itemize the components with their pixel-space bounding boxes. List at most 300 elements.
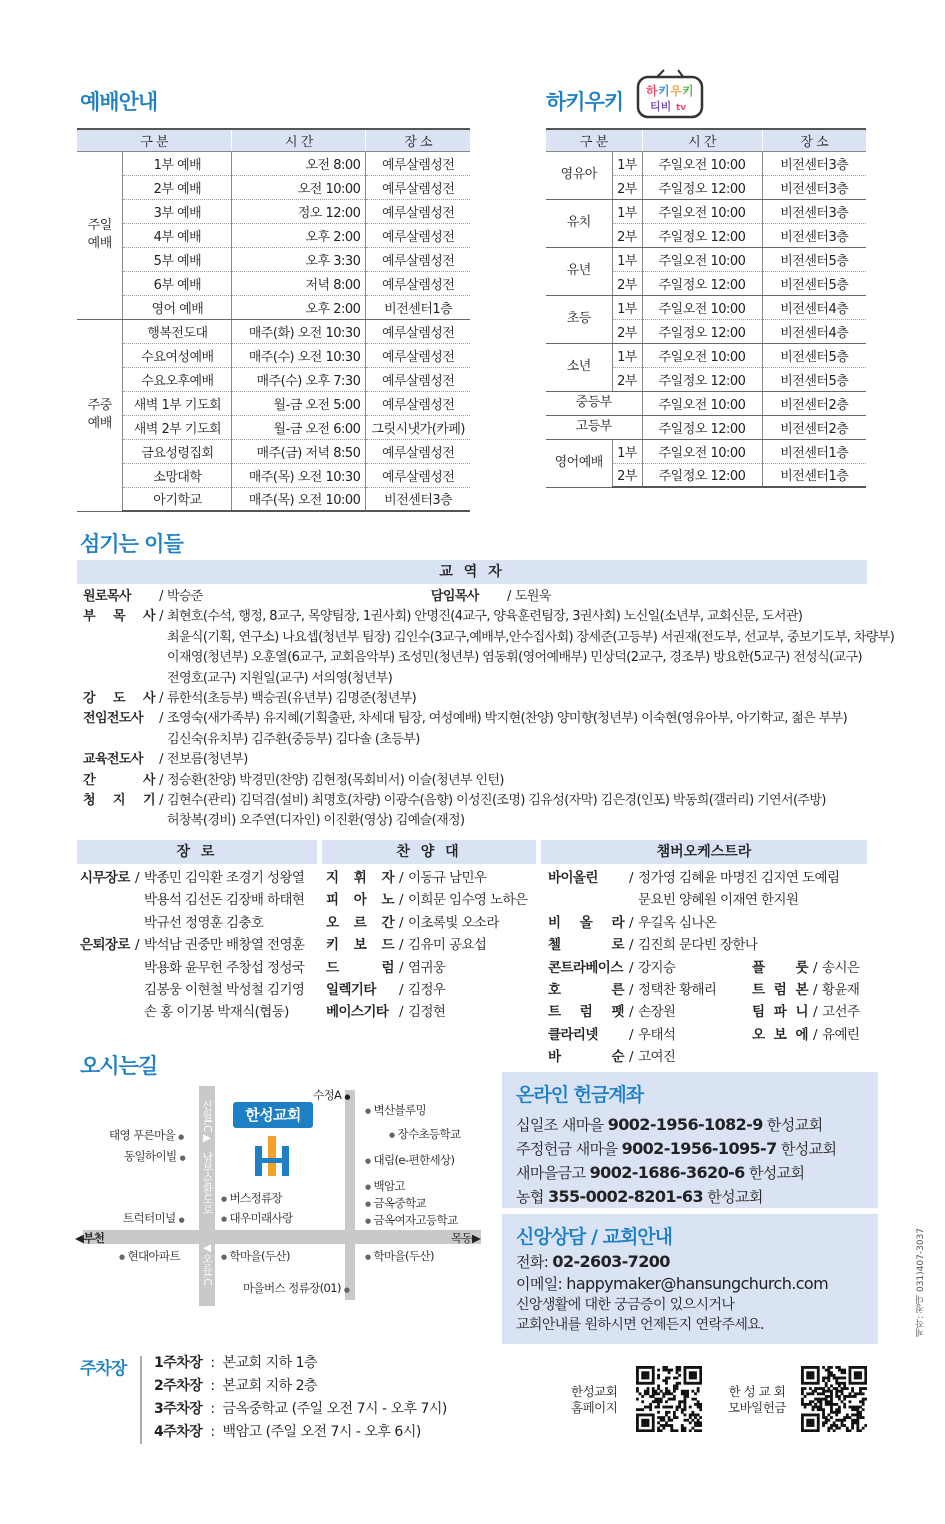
member-role: 오 르 간	[326, 914, 394, 931]
table-row	[77, 391, 470, 415]
part-label: 2부	[612, 319, 642, 343]
phone-number[interactable]: 02-2603-7200	[552, 1252, 670, 1271]
account-holder: 한성교회	[707, 1188, 763, 1206]
clergy-header: 교 역 자	[77, 560, 867, 584]
account-number[interactable]: 9002-1956-1082-9	[607, 1115, 763, 1134]
table-row	[546, 391, 866, 415]
service-time: 매주(목) 오전 10:30	[232, 463, 366, 487]
service-time: 저녁 8:00	[232, 271, 366, 295]
class-time: 주일오전 10:00	[642, 151, 762, 175]
member-row	[80, 957, 320, 979]
member-row	[80, 979, 320, 1001]
member-names: 박종민 김익환 조경기 성왕열	[144, 870, 305, 886]
member-role: 피 아 노	[326, 892, 394, 909]
group-label: 영유아	[546, 151, 612, 199]
slash: /	[629, 1026, 633, 1043]
class-place: 비전센터3층	[762, 199, 866, 223]
member-names: 박용석 김선돈 김장배 하태현	[144, 892, 305, 909]
table-row	[546, 415, 866, 439]
colon: :	[210, 1355, 215, 1371]
service-place: 예루살렘성전	[366, 391, 470, 415]
group-label: 초등	[546, 295, 612, 343]
elders-list	[80, 867, 320, 1024]
group-label: 유치	[546, 199, 612, 247]
hakiwooki-table	[546, 128, 866, 488]
account-row	[516, 1185, 864, 1209]
class-place: 비전센터3층	[762, 175, 866, 199]
map-label-dongil: 동일하이빌 ●	[124, 1149, 186, 1163]
part-label: 1부	[612, 439, 642, 463]
part-label: 1부	[612, 343, 642, 367]
colon: :	[210, 1424, 215, 1440]
table-row	[77, 175, 470, 199]
table-row	[77, 223, 470, 247]
choir-list	[326, 867, 536, 1024]
account-number[interactable]: 9002-1956-1095-7	[621, 1139, 777, 1158]
member-names: 강지승	[638, 959, 676, 976]
map-label-baekam: ● 백암고	[365, 1178, 405, 1194]
service-place: 예루살렘성전	[366, 247, 470, 271]
staff-row	[83, 730, 883, 750]
hakiwooki-header-place: 장 소	[762, 129, 866, 151]
member-names: 박규선 정영훈 김충호	[144, 914, 264, 931]
phone-label: 전화:	[516, 1253, 549, 1271]
member-row	[548, 979, 868, 1001]
member-role: 오 보 에	[752, 1026, 808, 1043]
homepage-qr-code[interactable]	[636, 1366, 702, 1432]
parking-row	[154, 1398, 447, 1421]
part-label: 1부	[612, 151, 642, 175]
colon: :	[210, 1401, 215, 1417]
member-names: 손장원	[638, 1004, 676, 1021]
map-label-hyundai: ● 현대아파트	[119, 1248, 180, 1264]
table-row	[546, 295, 866, 319]
class-place: 비전센터2층	[762, 415, 866, 439]
member-names: 황윤재	[822, 982, 860, 999]
slash: /	[135, 937, 139, 954]
account-type: 십일조	[516, 1116, 558, 1134]
group-label: 영어예배	[546, 439, 612, 487]
table-row	[77, 199, 470, 223]
staff-names: 전보름(청년부)	[167, 752, 248, 768]
group-label: 주일 예배	[77, 151, 123, 319]
service-name: 금요성령집회	[123, 439, 232, 463]
service-name: 새벽 1부 기도회	[123, 391, 232, 415]
member-names: 김진희 문다빈 장한나	[638, 937, 758, 954]
service-name: 행복전도대	[123, 319, 232, 343]
part-label: 2부	[612, 271, 642, 295]
service-place: 예루살렘성전	[366, 367, 470, 391]
staff-names: 최현호(수석, 행정, 8교구, 목양팀장, 1권사회) 안명진(4교구, 양육훈련팀장, 3권사회) 노신일(소년부, 교회신문, 도서관)	[167, 609, 803, 625]
table-row	[546, 151, 866, 175]
class-time: 주일오전 10:00	[642, 391, 762, 415]
member-names: 이초록빛 오소라	[408, 914, 499, 931]
email-label: 이메일:	[516, 1275, 563, 1293]
member-names: 박용화 윤무헌 주창섭 정성국	[144, 959, 305, 976]
service-time: 월-금 오전 5:00	[232, 391, 366, 415]
part-label: 2부	[612, 223, 642, 247]
member-names: 이동규 남민우	[408, 870, 487, 886]
member-names: 손 홍 이기봉 박재식(협동)	[144, 1004, 289, 1021]
group-label: 주중 예배	[77, 319, 123, 511]
staff-row	[83, 628, 895, 648]
class-time: 주일정오 12:00	[642, 223, 762, 247]
svg-text:우: 우	[670, 84, 682, 98]
class-time: 주일정오 12:00	[642, 175, 762, 199]
map-label-bus-stop: ● 버스정류장	[221, 1190, 282, 1206]
member-role: 시무장로	[80, 870, 130, 886]
slash: /	[813, 959, 817, 976]
service-time: 매주(목) 오전 10:00	[232, 487, 366, 511]
part-label: 2부	[612, 463, 642, 487]
map-label-geumok-middle: ● 금옥중학교	[365, 1195, 426, 1211]
staff-row	[83, 811, 883, 831]
slash: /	[159, 609, 163, 625]
member-role: 플 룻	[752, 959, 808, 976]
table-row	[77, 439, 470, 463]
slash: /	[506, 589, 511, 604]
member-role: 드 럼	[326, 959, 394, 976]
member-role: 바 순	[548, 1049, 624, 1066]
slash: /	[399, 1004, 403, 1021]
slash: /	[629, 959, 633, 976]
sinwol-ic-label: 신월I.C▶	[201, 1100, 213, 1144]
member-row	[80, 867, 320, 889]
hakiwooki-header-time: 시 간	[642, 129, 762, 151]
part-label: 2부	[612, 175, 642, 199]
map-label-byeoksan: ● 벽산블루밍	[365, 1102, 426, 1118]
member-role: 베이스기타	[326, 1004, 389, 1021]
service-name: 6부 예배	[123, 271, 232, 295]
class-time: 주일정오 12:00	[642, 367, 762, 391]
table-row	[77, 415, 470, 439]
service-time: 오전 8:00	[232, 151, 366, 175]
staff-role: 원로목사	[83, 589, 131, 604]
slash: /	[159, 772, 163, 788]
member-names: 정가영 김혜윤 마명진 김지연 도예림	[638, 870, 840, 886]
staff-role: 청 지 기	[83, 793, 155, 809]
member-row	[548, 1046, 868, 1068]
map-label-mokdong: 목동▶	[451, 1231, 481, 1245]
service-name: 새벽 2부 기도회	[123, 415, 232, 439]
staff-names: 최윤식(기획, 연구소) 나요셉(청년부 팀장) 김인수(3교구,예배부,안수집사회) 장세준(고등부) 서권재(전도부, 선교부, 중보기도부, 차량부)	[167, 629, 895, 645]
service-time: 오후 3:30	[232, 247, 366, 271]
staff-row	[83, 648, 883, 668]
member-row	[548, 867, 868, 889]
member-names: 정택찬 황해리	[638, 982, 717, 999]
staff-names: 조영숙(새가족부) 유지혜(기획출판, 차세대 팀장, 여성예배) 박지현(찬양) 양미향(청년부) 이숙현(영유아부, 아기학교, 젊은 부부)	[167, 711, 848, 727]
staff-role: 부 목 사	[83, 609, 155, 625]
member-role: 바이올린	[548, 870, 598, 886]
service-place: 예루살렘성전	[366, 463, 470, 487]
slash: /	[159, 691, 163, 707]
service-name: 1부 예배	[123, 151, 232, 175]
class-time: 주일정오 12:00	[642, 415, 762, 439]
class-place: 비전센터5층	[762, 271, 866, 295]
table-row	[546, 343, 866, 367]
service-place: 예루살렘성전	[366, 439, 470, 463]
class-place: 비전센터4층	[762, 295, 866, 319]
staff-row	[83, 771, 883, 791]
parking-divider	[140, 1356, 142, 1444]
service-time: 오후 2:00	[232, 295, 366, 319]
svg-text:키: 키	[658, 84, 670, 98]
slash: /	[159, 589, 163, 604]
class-place: 비전센터5층	[762, 367, 866, 391]
offering-box	[502, 1072, 878, 1208]
worship-header-category: 구 분	[77, 129, 232, 151]
member-row	[326, 889, 536, 911]
slash: /	[159, 711, 163, 727]
parking-label: 2주차장	[154, 1378, 203, 1394]
account-holder: 한성교회	[780, 1140, 837, 1158]
service-place: 예루살렘성전	[366, 199, 470, 223]
worship-title: 예배안내	[80, 90, 158, 114]
service-place: 예루살렘성전	[366, 223, 470, 247]
parking-row	[154, 1421, 447, 1444]
account-bank: 새마을	[561, 1116, 604, 1134]
service-time: 매주(수) 오후 7:30	[232, 367, 366, 391]
road-name-label: 남부순환도로	[201, 1152, 214, 1215]
class-place: 비전센터4층	[762, 319, 866, 343]
svg-text:키: 키	[682, 84, 694, 98]
service-name: 4부 예배	[123, 223, 232, 247]
directions-title: 오시는길	[80, 1054, 158, 1078]
directions-map	[75, 1082, 481, 1306]
account-row	[516, 1137, 864, 1161]
slash: /	[629, 982, 633, 999]
parking-label: 4주차장	[154, 1424, 203, 1440]
service-time: 매주(수) 오전 10:30	[232, 343, 366, 367]
member-role: 키 보 드	[326, 937, 394, 954]
map-label-geumok-girls: ● 금옥여자고등학교	[365, 1212, 458, 1228]
member-row	[80, 934, 320, 956]
account-number[interactable]: 355-0002-8201-63	[547, 1187, 704, 1206]
member-row	[548, 934, 868, 956]
service-place: 예루살렘성전	[366, 319, 470, 343]
class-time: 주일오전 10:00	[642, 295, 762, 319]
part-label: 1부	[612, 247, 642, 271]
homepage-qr-label: 한성교회 홈페이지	[571, 1384, 618, 1415]
class-place: 비전센터3층	[762, 223, 866, 247]
service-name: 소망대학	[123, 463, 232, 487]
counsel-box	[502, 1214, 878, 1344]
service-place: 비전센터3층	[366, 487, 470, 511]
staff-row	[83, 587, 883, 607]
parking-location: 본교회 지하 2층	[222, 1378, 317, 1394]
staff-names: 허창복(경비) 오주연(디자인) 이진환(영상) 김예슬(재정)	[167, 813, 465, 829]
member-role: 팀 파 니	[752, 1004, 808, 1021]
member-names: 이희문 임수영 노하은	[408, 892, 528, 909]
member-row	[80, 1001, 320, 1023]
class-place: 비전센터1층	[762, 439, 866, 463]
slash: /	[629, 1049, 633, 1066]
parking-location: 본교회 지하 1층	[222, 1355, 317, 1371]
account-type: 주정헌금	[516, 1140, 572, 1158]
member-names: 고여진	[638, 1049, 676, 1066]
servers-title: 섬기는 이들	[80, 532, 183, 556]
member-row	[548, 889, 868, 911]
mobile-offering-qr-code[interactable]	[801, 1366, 867, 1432]
service-name: 2부 예배	[123, 175, 232, 199]
table-row	[77, 463, 470, 487]
member-role: 트 럼 펫	[548, 1004, 624, 1021]
account-bank: 새마을	[575, 1140, 618, 1158]
map-label-bucheon: ◀부천	[75, 1231, 105, 1245]
member-names: 문요빈 양혜원 이재연 한지원	[638, 892, 799, 909]
parking-list	[154, 1352, 447, 1444]
counsel-note-1: 신앙생활에 대한 궁금증이 있으시거나	[516, 1297, 735, 1313]
orchestra-list	[548, 867, 868, 1069]
church-logo-icon	[255, 1136, 289, 1176]
service-name: 영어 예배	[123, 295, 232, 319]
member-role: 클라리넷	[548, 1026, 598, 1043]
service-place: 예루살렘성전	[366, 271, 470, 295]
account-number[interactable]: 9002-1686-3620-6	[589, 1163, 745, 1182]
member-names: 송시은	[822, 959, 860, 976]
table-row	[77, 487, 470, 511]
offering-title: 온라인 헌금계좌	[516, 1084, 644, 1106]
member-role: 비 올 라	[548, 914, 624, 931]
staff-role: 교육전도사	[83, 752, 143, 768]
member-row	[326, 957, 536, 979]
slash: /	[399, 892, 403, 909]
member-role: 트 럼 본	[752, 982, 808, 999]
slash: /	[399, 914, 403, 931]
staff-row	[83, 750, 883, 770]
service-place: 예루살렘성전	[366, 343, 470, 367]
part-label: 1부	[612, 199, 642, 223]
staff-role: 강 도 사	[83, 691, 155, 707]
parking-row	[154, 1375, 447, 1398]
class-time: 주일오전 10:00	[642, 199, 762, 223]
mobile-offering-qr-label: 한 성 교 회 모바일헌금	[728, 1384, 786, 1415]
table-row	[77, 271, 470, 295]
member-names: 우태석	[638, 1026, 676, 1043]
class-place: 비전센터5층	[762, 343, 866, 367]
service-place: 예루살렘성전	[366, 151, 470, 175]
svg-text:tv: tv	[676, 103, 687, 113]
staff-row	[83, 709, 883, 729]
staff-role: 전임전도사	[83, 711, 143, 727]
class-time: 주일정오 12:00	[642, 319, 762, 343]
staff-row	[83, 607, 883, 627]
account-holder: 한성교회	[766, 1116, 823, 1134]
hakiwooki-title: 하키우키	[546, 90, 624, 114]
member-row	[548, 1024, 868, 1046]
map-label-daerim: ● 대림(e-편한세상)	[365, 1152, 454, 1168]
slash: /	[135, 870, 139, 886]
service-place: 비전센터1층	[366, 295, 470, 319]
map-label-hakmaeul-right: ● 학마을(두산)	[365, 1248, 434, 1264]
group-label: 유년	[546, 247, 612, 295]
choir-header: 찬 양 대	[322, 840, 536, 864]
table-row	[77, 151, 470, 175]
service-time: 매주(화) 오전 10:30	[232, 319, 366, 343]
member-role: 일렉기타	[326, 982, 376, 999]
member-role: 호 른	[548, 982, 624, 999]
class-place: 비전센터2층	[762, 391, 866, 415]
slash: /	[399, 959, 403, 976]
colon: :	[210, 1378, 215, 1394]
service-time: 오전 10:00	[232, 175, 366, 199]
table-row	[77, 295, 470, 319]
account-holder: 한성교회	[748, 1164, 805, 1182]
staff-row	[83, 791, 883, 811]
class-place: 비전센터3층	[762, 151, 866, 175]
elders-header: 장 로	[77, 840, 317, 864]
member-names: 우길옥 심나온	[638, 914, 717, 931]
table-row	[546, 199, 866, 223]
orchestra-header: 챔버오케스트라	[541, 840, 867, 864]
service-place: 그릿시냇가(카페)	[366, 415, 470, 439]
member-names: 김봉웅 이현철 박성철 김기영	[144, 982, 305, 999]
class-time: 주일정오 12:00	[642, 271, 762, 295]
member-names: 김유미 공요섭	[408, 937, 487, 954]
worship-header-place: 장 소	[366, 129, 470, 151]
parking-row	[154, 1352, 447, 1375]
service-time: 정오 12:00	[232, 199, 366, 223]
church-name-badge: 한성교회	[233, 1102, 313, 1128]
slash: /	[159, 752, 163, 768]
member-row	[80, 889, 320, 911]
map-label-daewoo: ● 대우미래사랑	[221, 1210, 293, 1226]
staff-row	[83, 689, 883, 709]
worship-header-time: 시 간	[232, 129, 366, 151]
service-time: 월-금 오전 6:00	[232, 415, 366, 439]
member-row	[326, 979, 536, 1001]
class-place: 비전센터5층	[762, 247, 866, 271]
table-row	[77, 247, 470, 271]
slash: /	[399, 982, 403, 999]
staff-role: 간 사	[83, 772, 155, 788]
member-row	[548, 1001, 868, 1023]
member-role: 콘트라베이스	[548, 959, 623, 976]
parking-location: 금옥중학교 (주일 오전 7시 - 오후 7시)	[222, 1401, 447, 1417]
parking-title: 주차장	[80, 1359, 127, 1379]
credit-text: 제작: 청대 031)407-3037	[916, 1228, 926, 1337]
table-row	[77, 319, 470, 343]
clergy-list	[83, 587, 895, 832]
member-row	[326, 1001, 536, 1023]
service-name: 5부 예배	[123, 247, 232, 271]
class-time: 주일오전 10:00	[642, 247, 762, 271]
service-time: 매주(금) 저녁 8:50	[232, 439, 366, 463]
staff-role: 담임목사	[430, 589, 479, 604]
group-label: 고등부	[546, 415, 642, 439]
member-names: 고선주	[822, 1004, 860, 1021]
slash: /	[399, 870, 403, 886]
member-names: 김정현	[408, 1004, 446, 1021]
staff-names: 김신숙(유치부) 김주환(중등부) 김다솔 (초등부)	[167, 731, 420, 747]
account-type: 새마을금고	[516, 1164, 586, 1182]
service-name: 아기학교	[123, 487, 232, 511]
staff-names: 전영호(교구) 지원일(교구) 서의영(청년부)	[167, 670, 393, 686]
worship-table	[77, 128, 470, 512]
part-label: 1부	[612, 295, 642, 319]
member-row	[548, 912, 868, 934]
slash: /	[813, 1026, 817, 1043]
member-role: 첼 로	[548, 937, 624, 954]
table-row	[77, 367, 470, 391]
class-time: 주일오전 10:00	[642, 343, 762, 367]
map-label-taeyoung: 태영 푸른마을 ●	[109, 1128, 184, 1142]
map-label-hakmaeul-left: ● 학마을(두산)	[221, 1248, 290, 1264]
senior-pastor	[431, 587, 551, 607]
parking-label: 1주차장	[154, 1355, 203, 1371]
email-address[interactable]: happymaker@hansungchurch.com	[566, 1274, 829, 1293]
staff-names: 박승준	[167, 589, 203, 604]
